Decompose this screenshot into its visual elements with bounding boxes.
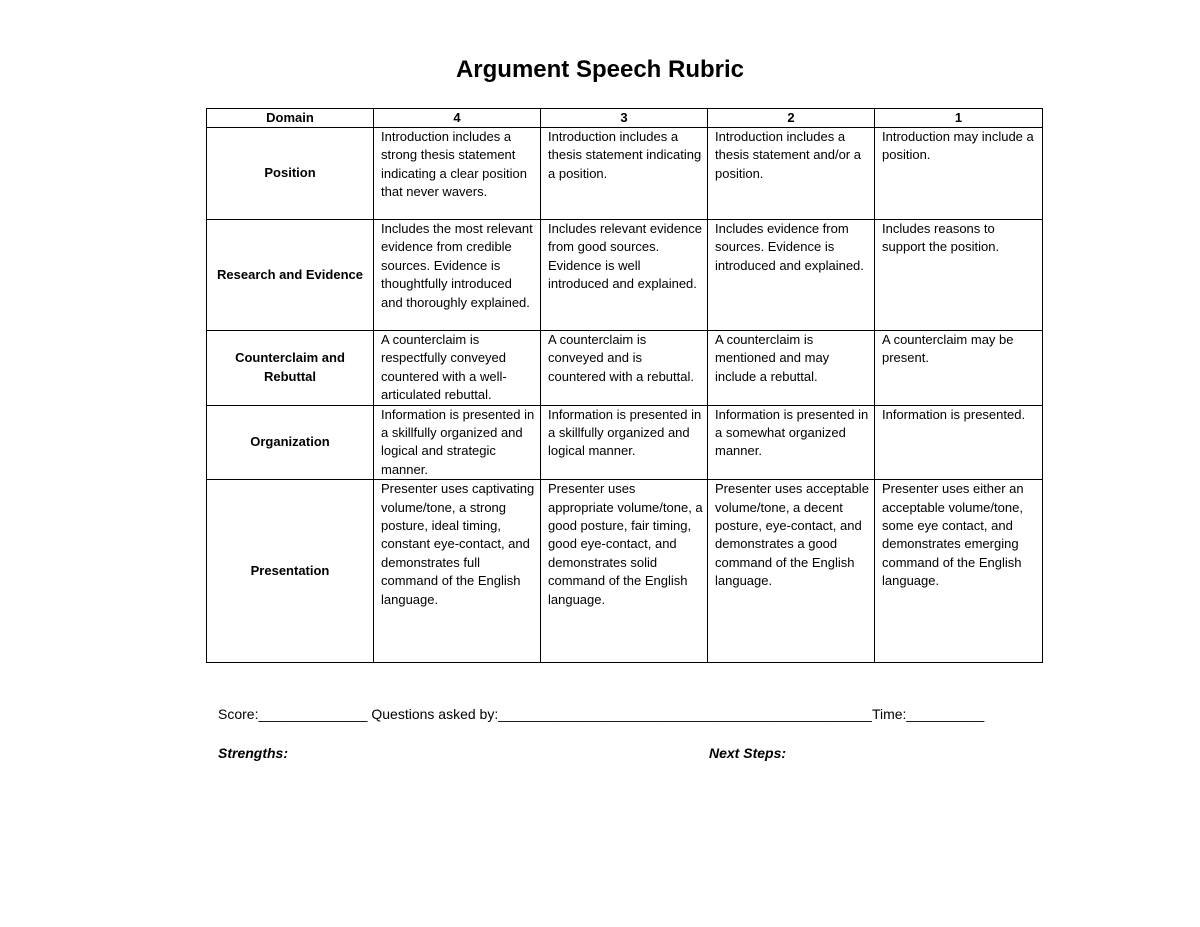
- table-header-row: [207, 109, 1043, 128]
- table-cell: Information is presented.: [875, 405, 1043, 480]
- table-cell: A counterclaim is respectfully conveyed countered with a well-articulated rebuttal.: [374, 331, 541, 406]
- rubric-table: [206, 108, 1043, 663]
- table-cell: A counterclaim is mentioned and may include a rebuttal.: [708, 331, 875, 406]
- table-row: [207, 405, 1043, 480]
- table-row: [207, 220, 1043, 331]
- column-header-2: 2: [708, 109, 875, 128]
- table-cell: Information is presented in a somewhat organized manner.: [708, 405, 875, 480]
- table-cell: Presenter uses appropriate volume/tone, a good posture, fair timing, good eye-contact, and demonstrates solid command of the English language.: [541, 480, 708, 663]
- table-cell: Information is presented in a skillfully organized and logical manner.: [541, 405, 708, 480]
- domain-cell: Presentation: [207, 480, 374, 663]
- next-steps-label: Next Steps:: [709, 745, 787, 761]
- table-cell: Introduction may include a position.: [875, 128, 1043, 220]
- strengths-label: Strengths:: [218, 745, 288, 761]
- column-header-4: 4: [374, 109, 541, 128]
- domain-cell: Counterclaim and Rebuttal: [207, 331, 374, 406]
- column-header-3: 3: [541, 109, 708, 128]
- table-row: [207, 480, 1043, 663]
- table-cell: Introduction includes a thesis statement indicating a position.: [541, 128, 708, 220]
- column-header-1: 1: [875, 109, 1043, 128]
- table-cell: Includes relevant evidence from good sources. Evidence is well introduced and explained.: [541, 220, 708, 331]
- table-cell: Information is presented in a skillfully organized and logical and strategic manner.: [374, 405, 541, 480]
- table-row: [207, 128, 1043, 220]
- table-cell: Presenter uses either an acceptable volume/tone, some eye contact, and demonstrates emerging command of the English language.: [875, 480, 1043, 663]
- table-cell: Introduction includes a thesis statement and/or a position.: [708, 128, 875, 220]
- table-cell: Presenter uses captivating volume/tone, a strong posture, ideal timing, constant eye-contact, and demonstrates full command of the English language.: [374, 480, 541, 663]
- table-cell: A counterclaim is conveyed and is countered with a rebuttal.: [541, 331, 708, 406]
- table-row: [207, 331, 1043, 406]
- domain-cell: Organization: [207, 405, 374, 480]
- table-cell: Introduction includes a strong thesis statement indicating a clear position that never wavers.: [374, 128, 541, 220]
- table-cell: Includes reasons to support the position.: [875, 220, 1043, 331]
- domain-cell: Research and Evidence: [207, 220, 374, 331]
- table-cell: Includes evidence from sources. Evidence is introduced and explained.: [708, 220, 875, 331]
- table-cell: Includes the most relevant evidence from credible sources. Evidence is thoughtfully introduced and thoroughly explained.: [374, 220, 541, 331]
- page-title: Argument Speech Rubric: [455, 56, 745, 83]
- column-header-domain: Domain: [207, 109, 374, 128]
- score-line: Score:______________ Questions asked by:________________________________________________Time:__________: [218, 706, 985, 722]
- table-cell: A counterclaim may be present.: [875, 331, 1043, 406]
- domain-cell: Position: [207, 128, 374, 220]
- table-cell: Presenter uses acceptable volume/tone, a decent posture, eye-contact, and demonstrates a good command of the English language.: [708, 480, 875, 663]
